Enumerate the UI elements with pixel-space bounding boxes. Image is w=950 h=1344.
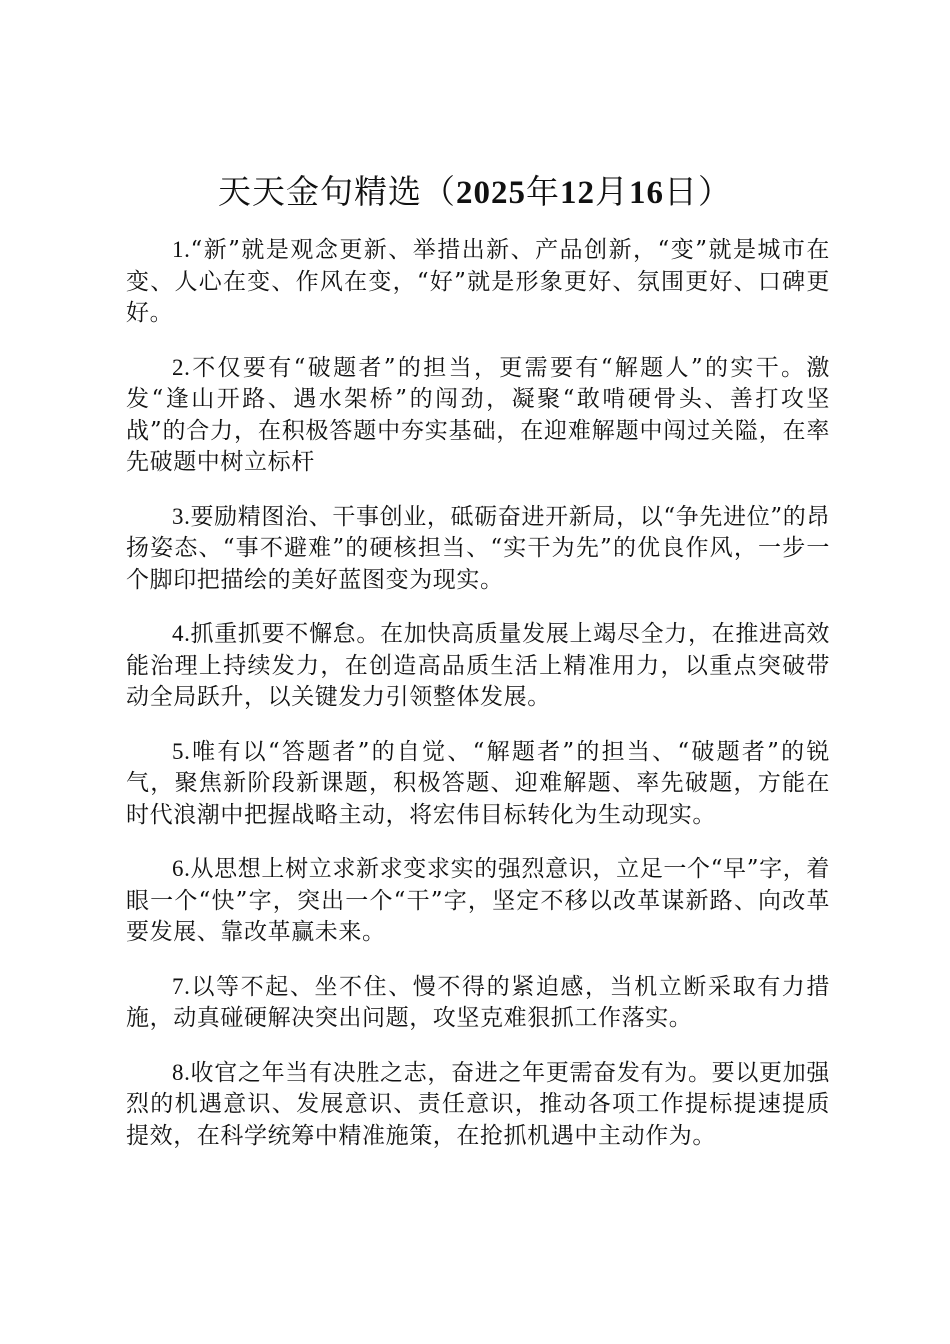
quote-index: 5. — [172, 738, 191, 764]
document-title — [0, 166, 950, 219]
quote-index: 3. — [172, 503, 191, 529]
quote-index: 2. — [172, 354, 191, 380]
quote-text: 从思想上树立求新求变求实的强烈意识，立足一个“早”字，着眼一个“快”字，突出一个“干”字，坚定不移以改革谋新路、向改革要发展、靠改革赢未来。 — [126, 856, 830, 945]
quote-paragraph-3 — [126, 501, 830, 597]
quote-paragraph-8 — [126, 1057, 830, 1153]
quote-text: 唯有以“答题者”的自觉、“解题者”的担当、“破题者”的锐气，聚焦新阶段新课题，积极答题、迎难解题、率先破题，方能在时代浪潮中把握战略主动，将宏伟目标转化为生动现实。 — [126, 738, 830, 828]
quote-paragraph-6 — [126, 853, 830, 949]
quote-paragraph-2 — [126, 352, 830, 479]
quote-paragraph-4 — [126, 618, 830, 714]
quote-list — [126, 234, 830, 1174]
title-month-unit: 月 — [595, 172, 629, 211]
title-year-unit: 年 — [526, 172, 560, 211]
quote-index: 8. — [172, 1059, 191, 1085]
quote-index: 6. — [172, 856, 191, 881]
title-month: 12 — [560, 175, 595, 211]
quote-text: “新”就是观念更新、举措出新、产品创新，“变”就是城市在变、人心在变、作风在变，“好”就是形象更好、氛围更好、口碑更好。 — [126, 237, 830, 326]
quote-text: 抓重抓要不懈怠。在加快高质量发展上竭尽全力，在推进高效能治理上持续发力，在创造高品质生活上精准用力，以重点突破带动全局跃升，以关键发力引领整体发展。 — [126, 621, 830, 710]
quote-paragraph-5 — [126, 736, 830, 832]
quote-text: 不仅要有“破题者”的担当，更需要有“解题人”的实干。激发“逢山开路、遇水架桥”的闯劲，凝聚“敢啃硬骨头、善打攻坚战”的合力，在积极答题中夯实基础，在迎难解题中闯过关隘，在率先破题中树立标杆 — [126, 354, 830, 475]
title-suffix: 日） — [664, 172, 732, 211]
title-prefix: 天天金句精选（ — [218, 172, 456, 211]
title-day: 16 — [629, 175, 664, 211]
quote-text: 收官之年当有决胜之志，奋进之年更需奋发有为。要以更加强烈的机遇意识、发展意识、责任意识，推动各项工作提标提速提质提效，在科学统筹中精准施策，在抢抓机遇中主动作为。 — [126, 1059, 830, 1149]
quote-text: 要励精图治、干事创业，砥砺奋进开新局，以“争先进位”的昂扬姿态、“事不避难”的硬核担当、“实干为先”的优良作风，一步一个脚印把描绘的美好蓝图变为现实。 — [126, 503, 830, 593]
quote-index: 1. — [172, 237, 191, 262]
quote-paragraph-7 — [126, 971, 830, 1035]
quote-index: 4. — [172, 621, 191, 646]
quote-paragraph-1 — [126, 234, 830, 330]
quote-text: 以等不起、坐不住、慢不得的紧迫感，当机立断采取有力措施，动真碰硬解决突出问题，攻坚克难狠抓工作落实。 — [126, 973, 830, 1031]
quote-index: 7. — [172, 973, 191, 999]
title-year: 2025 — [456, 175, 526, 211]
